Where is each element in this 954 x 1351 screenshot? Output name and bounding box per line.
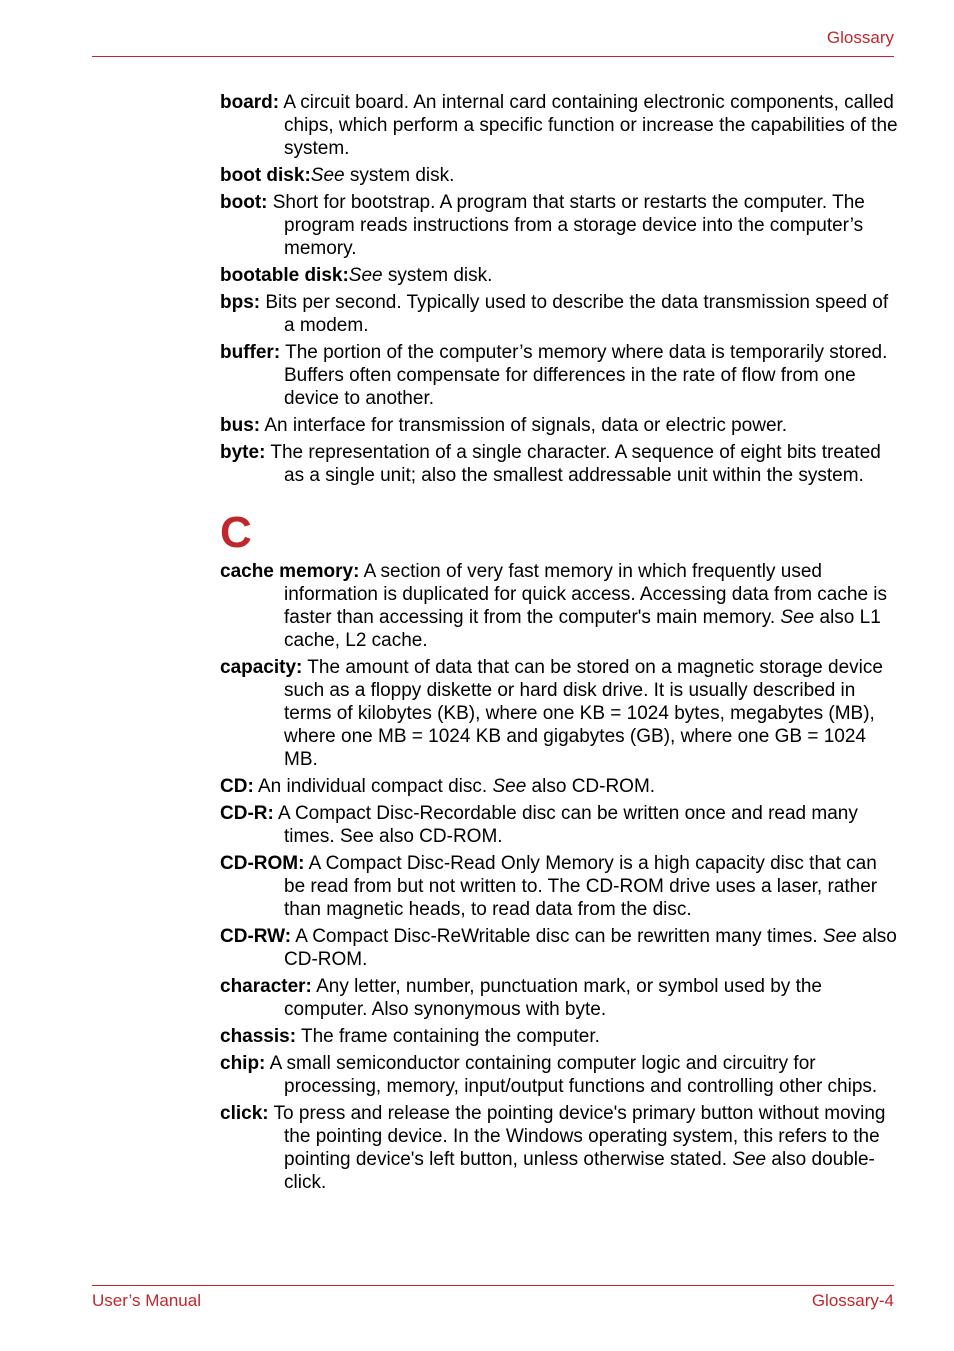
glossary-definition: To press and release the pointing device's primary button without moving the pointing device. In the Windows operating system, this refers to the pointing device's left button, unless otherwise stated. <box>268 1103 886 1170</box>
footer-rule <box>92 1285 894 1286</box>
glossary-entry <box>220 1102 900 1194</box>
glossary-definition: A Compact Disc-Recordable disc can be written once and read many times. See also CD-ROM. <box>273 803 858 847</box>
see-reference: See <box>310 165 345 186</box>
glossary-entry <box>220 975 900 1021</box>
glossary-entry <box>220 560 900 652</box>
glossary-entry <box>220 164 900 187</box>
header-rule <box>92 56 894 57</box>
glossary-entry <box>220 802 900 848</box>
glossary-definition-continued: system disk. <box>382 265 493 286</box>
glossary-entry <box>220 656 900 771</box>
glossary-term: CD-R: <box>220 803 274 824</box>
glossary-definition-continued: also CD-ROM. <box>526 776 656 797</box>
glossary-definition-continued: also L1 cache, L2 cache. <box>284 607 881 651</box>
glossary-definition: The frame containing the computer. <box>296 1026 600 1047</box>
glossary-list-c <box>220 560 900 1194</box>
glossary-term: bootable disk: <box>220 265 349 286</box>
glossary-definition: A Compact Disc-Read Only Memory is a high capacity disc that can be read from but not written to. The CD-ROM drive uses a laser, rather than magnetic heads, to read data from the disc. <box>284 853 878 920</box>
running-header: Glossary <box>826 28 894 47</box>
glossary-entry <box>220 852 900 921</box>
glossary-term: CD-RW: <box>220 926 292 947</box>
glossary-definition: An individual compact disc. <box>253 776 493 797</box>
glossary-entry <box>220 91 900 160</box>
glossary-definition-continued: also CD-ROM. <box>284 926 897 970</box>
glossary-definition: A circuit board. An internal card containing electronic components, called chips, which perform a specific function or increase the capabilities of the system. <box>279 92 898 159</box>
glossary-entry <box>220 264 900 287</box>
footer-page-number: Glossary-4 <box>811 1291 894 1310</box>
glossary-definition: The amount of data that can be stored on a magnetic storage device such as a floppy diskette or hard disk drive. It is usually described in terms of kilobytes (KB), where one KB = 1024 bytes, megabytes (MB), where one MB = 1024 KB and gigabytes (GB), where one GB = 1024 MB. <box>284 657 883 770</box>
glossary-entry <box>220 925 900 971</box>
glossary-term: byte: <box>220 442 266 463</box>
glossary-entry <box>220 775 900 798</box>
glossary-term: buffer: <box>220 342 281 363</box>
glossary-definition-continued: also double-click. <box>284 1149 875 1193</box>
glossary-entry <box>220 191 900 260</box>
glossary-term: board: <box>220 92 280 113</box>
see-reference: See <box>348 265 383 286</box>
glossary-entry <box>220 414 900 437</box>
glossary-term: click: <box>220 1103 269 1124</box>
see-reference: See <box>732 1149 767 1170</box>
glossary-term: CD-ROM: <box>220 853 305 874</box>
glossary-definition: The representation of a single character. A sequence of eight bits treated as a single unit; also the smallest addressable unit within the system. <box>265 442 881 486</box>
footer-manual-title: User’s Manual <box>92 1291 201 1310</box>
glossary-term: capacity: <box>220 657 303 678</box>
glossary-definition: The portion of the computer’s memory where data is temporarily stored. Buffers often compensate for differences in the rate of flow from one device to another. <box>280 342 888 409</box>
see-reference: See <box>780 607 815 628</box>
glossary-definition: Bits per second. Typically used to describe the data transmission speed of a modem. <box>260 292 889 336</box>
glossary-term: chassis: <box>220 1026 297 1047</box>
glossary-term: chip: <box>220 1053 266 1074</box>
glossary-content <box>220 91 900 1198</box>
glossary-entry <box>220 1052 900 1098</box>
glossary-definition: A section of very fast memory in which frequently used information is duplicated for quick access. Accessing data from cache is faster than accessing it from the computer's main memory. <box>284 561 888 628</box>
see-reference: See <box>822 926 857 947</box>
glossary-list-b <box>220 91 900 487</box>
glossary-term: boot: <box>220 192 268 213</box>
glossary-entry <box>220 291 900 337</box>
section-letter-c: C <box>220 508 252 557</box>
glossary-definition: Any letter, number, punctuation mark, or symbol used by the computer. Also synonymous with byte. <box>284 976 822 1020</box>
glossary-entry <box>220 341 900 410</box>
glossary-definition: A Compact Disc-ReWritable disc can be rewritten many times. <box>291 926 823 947</box>
glossary-definition-continued: system disk. <box>344 165 455 186</box>
glossary-definition: An interface for transmission of signals, data or electric power. <box>260 415 788 436</box>
see-reference: See <box>492 776 527 797</box>
glossary-term: character: <box>220 976 312 997</box>
glossary-term: bps: <box>220 292 261 313</box>
glossary-definition: Short for bootstrap. A program that starts or restarts the computer. The program reads instructions from a storage device into the computer’s memory. <box>267 192 865 259</box>
glossary-entry <box>220 1025 900 1048</box>
glossary-term: boot disk: <box>220 165 311 186</box>
glossary-entry <box>220 441 900 487</box>
glossary-term: CD: <box>220 776 254 797</box>
glossary-term: bus: <box>220 415 261 436</box>
glossary-definition: A small semiconductor containing computer logic and circuitry for processing, memory, input/output functions and controlling other chips. <box>265 1053 878 1097</box>
glossary-term: cache memory: <box>220 561 360 582</box>
